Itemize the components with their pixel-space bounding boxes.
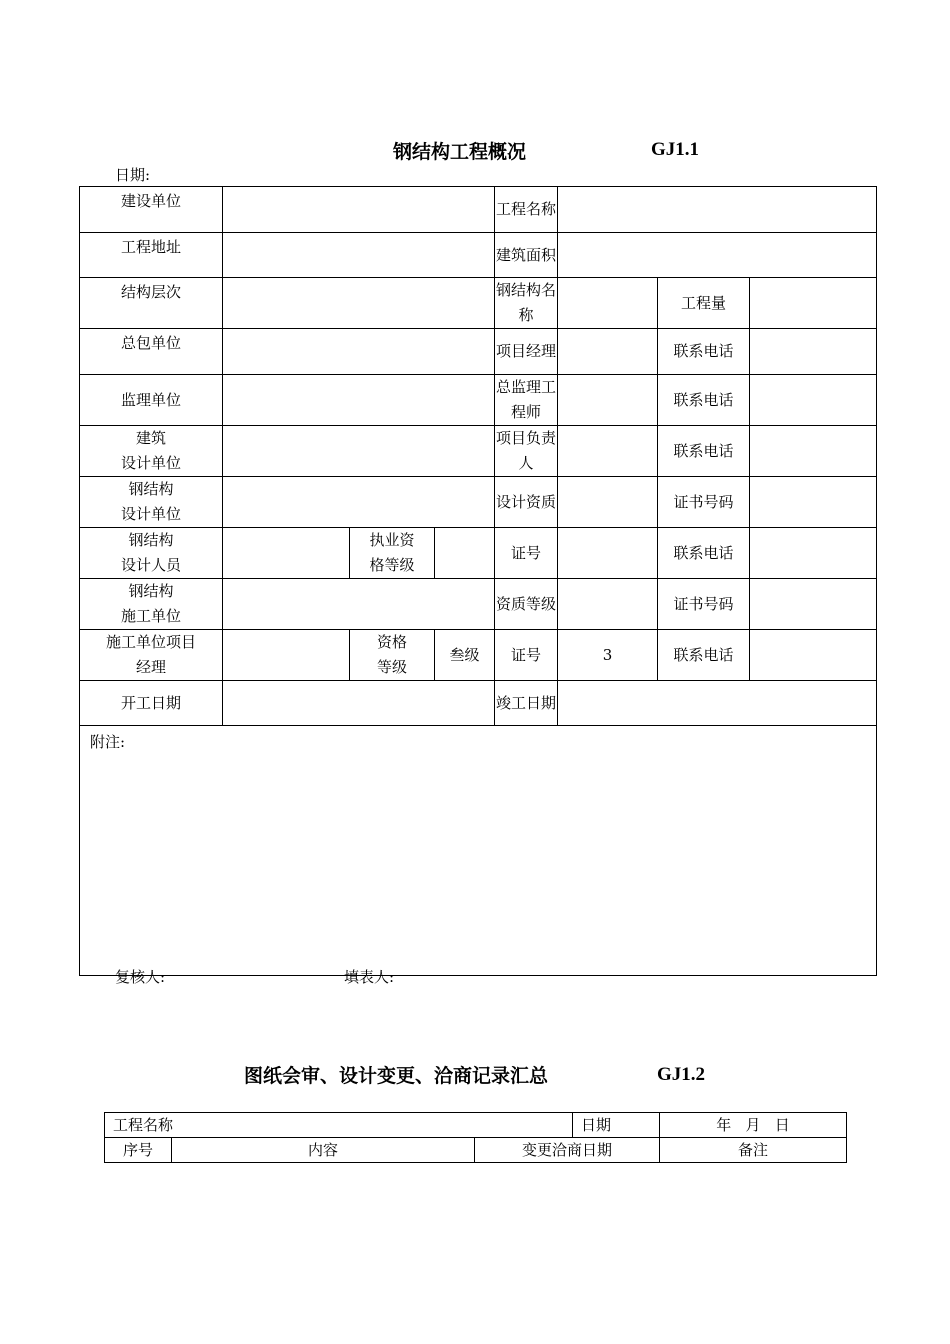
label-chief-supervisor: 总监理工程师	[495, 375, 558, 426]
input-date[interactable]: 年 月 日	[660, 1113, 847, 1138]
notes-label: 附注:	[90, 733, 126, 751]
form2-code: GJ1.2	[657, 1064, 706, 1085]
label-certificate-number: 证书号码	[658, 477, 750, 528]
label-steel-construction-unit: 钢结构 施工单位	[80, 579, 223, 630]
reviewer-label: 复核人:	[115, 968, 166, 986]
header-remarks: 备注	[660, 1138, 847, 1163]
input-project-leader[interactable]	[558, 426, 658, 477]
label-project-address: 工程地址	[80, 233, 223, 278]
form-title: 钢结构工程概况	[393, 141, 527, 163]
header-serial-number: 序号	[105, 1138, 172, 1163]
input-chief-supervisor[interactable]	[558, 375, 658, 426]
label-certificate-no: 证号	[495, 528, 558, 579]
input-construction-project-manager[interactable]	[223, 630, 350, 681]
label-steel-designer: 钢结构 设计人员	[80, 528, 223, 579]
date-label: 日期:	[115, 166, 151, 184]
steel-structure-overview-table	[79, 186, 877, 976]
input-certificate-no[interactable]	[558, 528, 658, 579]
label-contact-phone: 联系电话	[658, 375, 750, 426]
label-contact-phone: 联系电话	[658, 528, 750, 579]
input-architectural-design-unit[interactable]	[223, 426, 495, 477]
input-start-date[interactable]	[223, 681, 495, 726]
label-supervision-unit: 监理单位	[80, 375, 223, 426]
label-design-qualification: 设计资质	[495, 477, 558, 528]
input-contact-phone[interactable]	[750, 329, 877, 375]
input-steel-construction-unit[interactable]	[223, 579, 495, 630]
input-project-address[interactable]	[223, 233, 495, 278]
input-qualification-level[interactable]	[558, 579, 658, 630]
input-completion-date[interactable]	[558, 681, 877, 726]
input-steel-structure-name[interactable]	[558, 278, 658, 329]
label-practice-qualification-level: 执业资 格等级	[350, 528, 435, 579]
input-building-area[interactable]	[558, 233, 877, 278]
label-project-manager: 项目经理	[495, 329, 558, 375]
header-change-date: 变更洽商日期	[475, 1138, 660, 1163]
label-qualification-level: 资质等级	[495, 579, 558, 630]
input-practice-qualification-level[interactable]	[435, 528, 495, 579]
label-architectural-design-unit: 建筑 设计单位	[80, 426, 223, 477]
label-contact-phone: 联系电话	[658, 426, 750, 477]
label-building-area: 建筑面积	[495, 233, 558, 278]
form2-title: 图纸会审、设计变更、洽商记录汇总	[244, 1065, 549, 1087]
label-contact-phone: 联系电话	[658, 329, 750, 375]
label-qualification-grade: 资格 等级	[350, 630, 435, 681]
label-work-quantity: 工程量	[658, 278, 750, 329]
label-construction-project-manager: 施工单位项目 经理	[80, 630, 223, 681]
input-contact-phone[interactable]	[750, 528, 877, 579]
input-steel-design-unit[interactable]	[223, 477, 495, 528]
form-code: GJ1.1	[651, 139, 700, 160]
label-steel-design-unit: 钢结构 设计单位	[80, 477, 223, 528]
input-contact-phone[interactable]	[750, 426, 877, 477]
input-structure-levels[interactable]	[223, 278, 495, 329]
label-project-name: 工程名称	[105, 1113, 573, 1138]
label-project-leader: 项目负责人	[495, 426, 558, 477]
input-project-manager[interactable]	[558, 329, 658, 375]
value-certificate-no[interactable]: 3	[558, 630, 658, 681]
filler-label: 填表人:	[344, 968, 395, 986]
input-contact-phone[interactable]	[750, 630, 877, 681]
label-start-date: 开工日期	[80, 681, 223, 726]
input-work-quantity[interactable]	[750, 278, 877, 329]
input-certificate-number[interactable]	[750, 579, 877, 630]
notes-area[interactable]	[80, 726, 877, 976]
label-date: 日期	[573, 1113, 660, 1138]
label-construction-unit: 建设单位	[80, 187, 223, 233]
drawing-review-summary-table	[104, 1112, 847, 1163]
label-completion-date: 竣工日期	[495, 681, 558, 726]
input-steel-designer[interactable]	[223, 528, 350, 579]
label-steel-structure-name: 钢结构名称	[495, 278, 558, 329]
input-supervision-unit[interactable]	[223, 375, 495, 426]
input-project-name[interactable]	[558, 187, 877, 233]
input-design-qualification[interactable]	[558, 477, 658, 528]
value-qualification-grade[interactable]: 叁级	[435, 630, 495, 681]
label-general-contractor: 总包单位	[80, 329, 223, 375]
input-general-contractor[interactable]	[223, 329, 495, 375]
label-certificate-no: 证号	[495, 630, 558, 681]
input-construction-unit[interactable]	[223, 187, 495, 233]
label-contact-phone: 联系电话	[658, 630, 750, 681]
header-content: 内容	[172, 1138, 475, 1163]
label-project-name: 工程名称	[495, 187, 558, 233]
input-contact-phone[interactable]	[750, 375, 877, 426]
label-structure-levels: 结构层次	[80, 278, 223, 329]
label-certificate-number: 证书号码	[658, 579, 750, 630]
input-certificate-number[interactable]	[750, 477, 877, 528]
